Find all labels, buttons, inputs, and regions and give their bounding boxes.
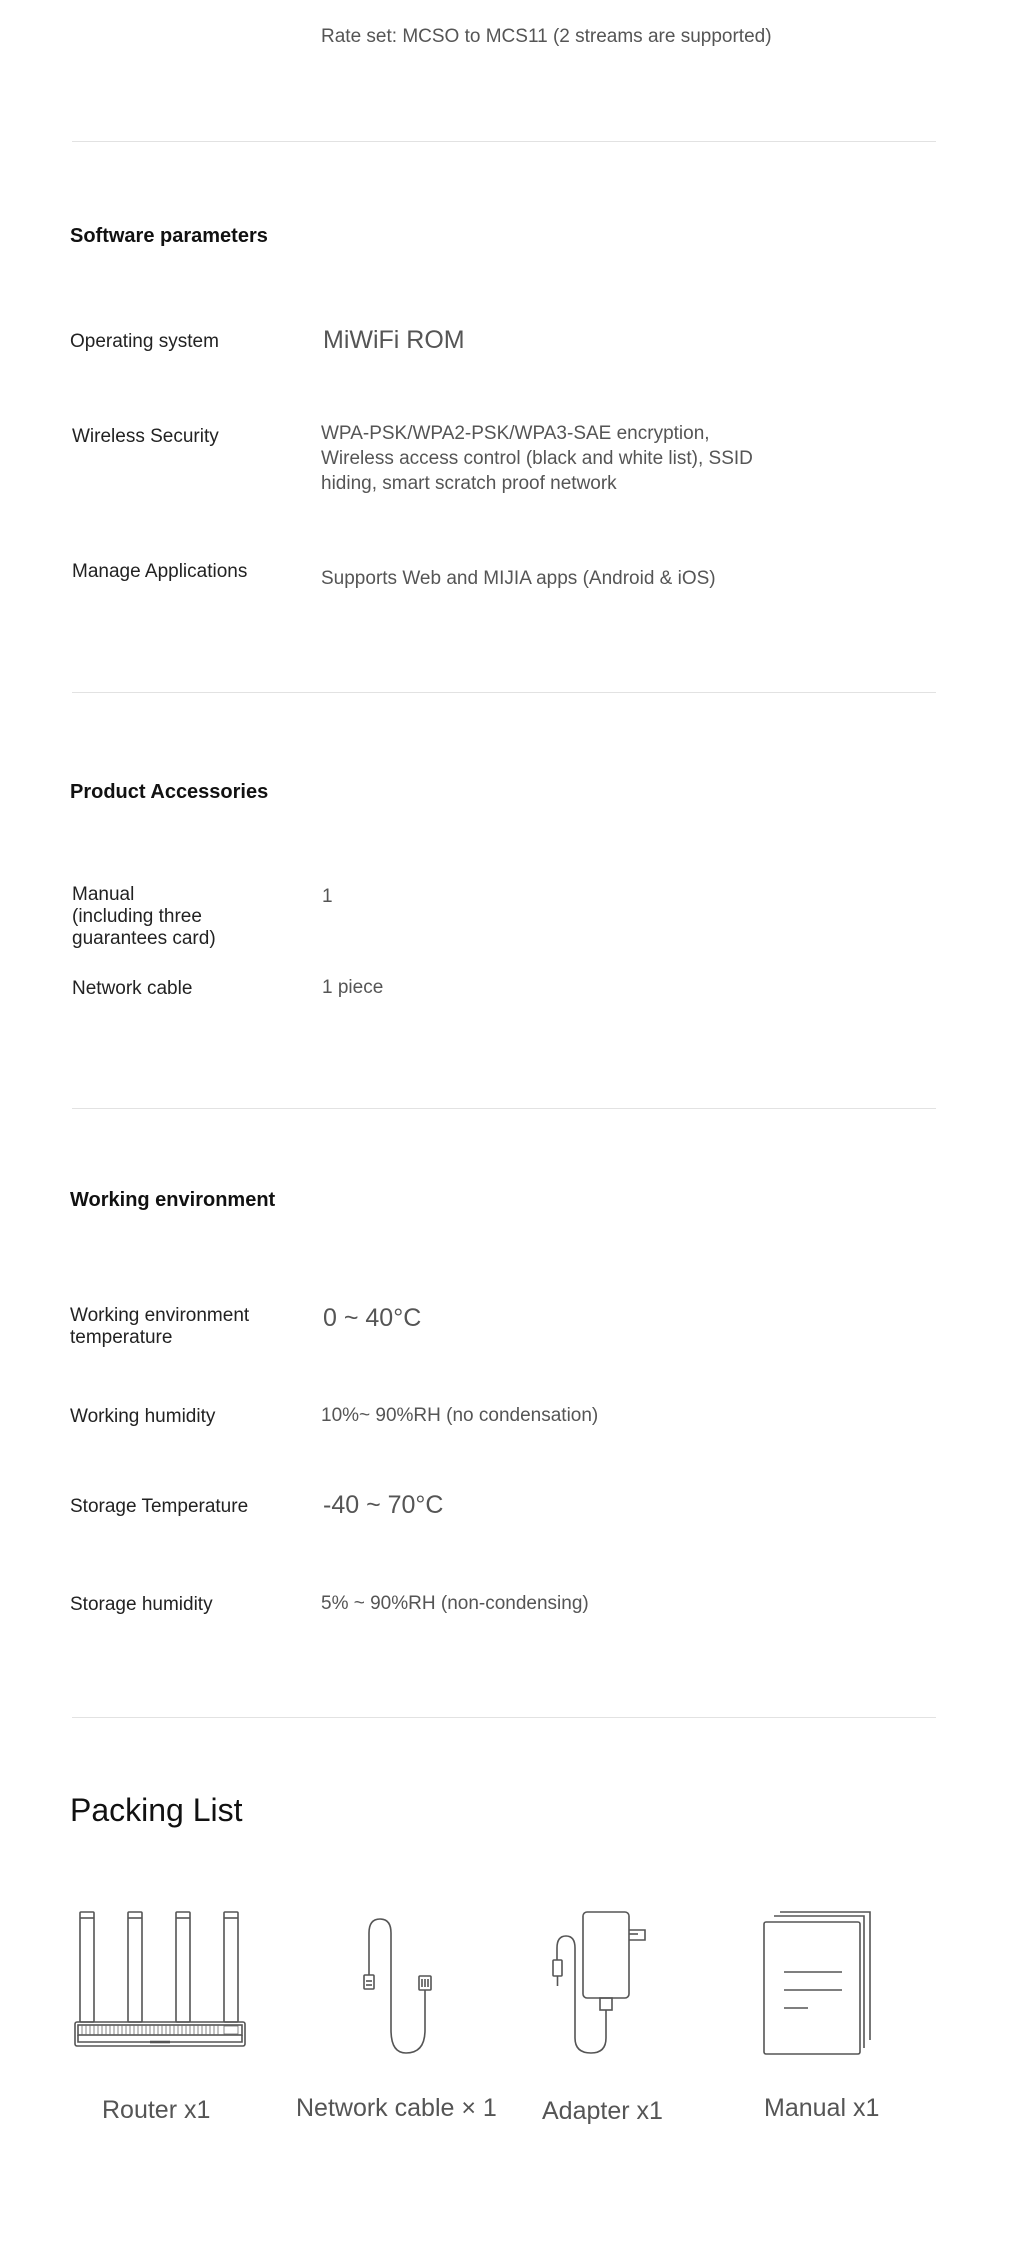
software-section-title: Software parameters [70,225,268,247]
manual-icon [762,1910,874,2056]
manual-label-line: guarantees card) [72,928,216,949]
divider [72,141,936,142]
network-cable-icon [360,1915,440,2055]
manual-label-line: Manual [72,884,135,905]
router-icon [74,1910,248,2060]
storage-humidity-label: Storage humidity [70,1594,213,1615]
divider [72,1717,936,1718]
router-label: Router x1 [102,2096,211,2124]
storage-humidity-value: 5% ~ 90%RH (non-condensing) [321,1593,589,1614]
os-value: MiWiFi ROM [323,326,465,354]
accessories-section-title: Product Accessories [70,781,269,803]
wireless-security-line: WPA-PSK/WPA2-PSK/WPA3-SAE encryption, [321,423,710,444]
manual-label [72,884,216,950]
divider [72,1108,936,1109]
work-temp-label-line: temperature [70,1327,173,1348]
os-label: Operating system [70,331,219,352]
manual-label: Manual x1 [764,2094,880,2122]
network-cable-label: Network cable [72,978,193,999]
work-humidity-value: 10%~ 90%RH (no condensation) [321,1405,599,1426]
storage-temp-label: Storage Temperature [70,1496,249,1517]
adapter-icon [548,1908,648,2058]
packing-list-title: Packing List [70,1792,243,1828]
manage-apps-label: Manage Applications [72,561,248,582]
wireless-security-line: hiding, smart scratch proof network [321,473,617,494]
wireless-security-line: Wireless access control (black and white list), SSID [321,448,753,469]
adapter-label: Adapter x1 [542,2097,663,2125]
manual-value: 1 [322,886,333,907]
work-temp-label [70,1305,249,1349]
network-cable-label: Network cable × 1 [296,2094,497,2122]
work-humidity-label: Working humidity [70,1406,216,1427]
work-temp-value: 0 ~ 40°C [323,1304,422,1332]
wireless-security-label: Wireless Security [72,426,219,447]
divider [72,692,936,693]
rate-set-text: Rate set: MCSO to MCS11 (2 streams are supported) [321,26,772,47]
storage-temp-value: -40 ~ 70°C [323,1491,444,1519]
manage-apps-value: Supports Web and MIJIA apps (Android & iOS) [321,568,716,589]
environment-section-title: Working environment [70,1189,276,1211]
work-temp-label-line: Working environment [70,1305,250,1326]
network-cable-value: 1 piece [322,977,384,998]
wireless-security-value [321,421,753,496]
manual-label-line: (including three [72,906,202,927]
